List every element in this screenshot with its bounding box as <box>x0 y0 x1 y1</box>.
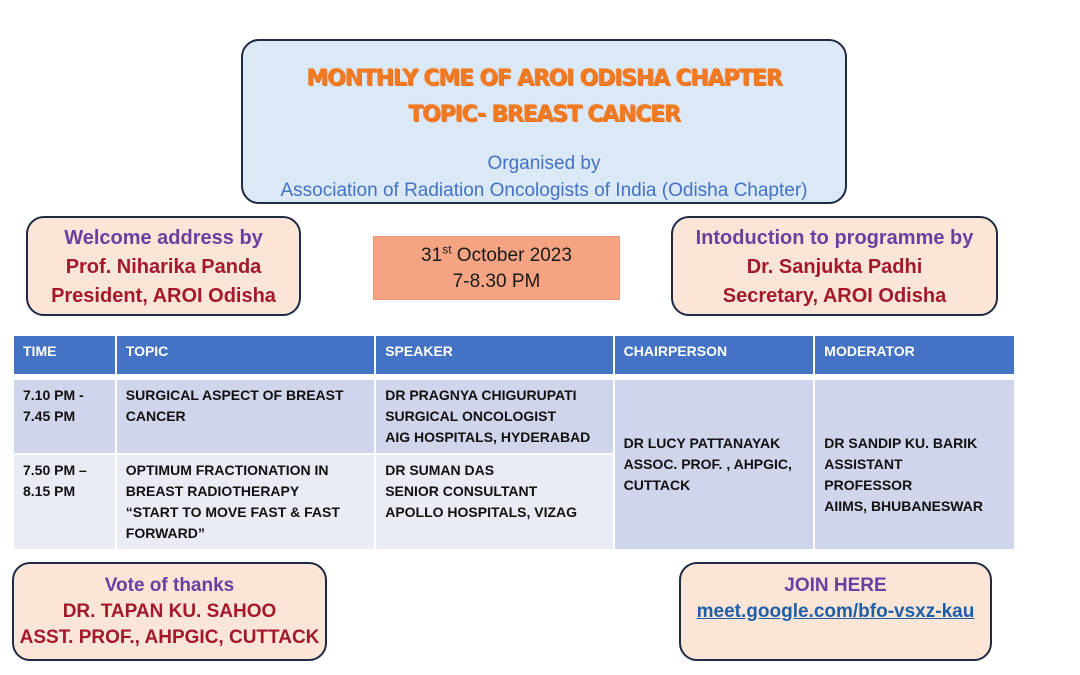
time-cell <box>14 380 115 453</box>
time-end: 7.45 PM <box>23 408 76 424</box>
topic-line: “START TO MOVE FAST & FAST <box>125 504 340 520</box>
topic-line: BREAST RADIOTHERAPY <box>125 483 300 499</box>
agenda-table <box>12 334 1016 551</box>
intro-speaker-name: Dr. Sanjukta Padhi <box>746 256 923 278</box>
moderator-designation: PROFESSOR <box>824 477 913 493</box>
time-start: 7.10 PM - <box>23 387 84 403</box>
topic-line: OPTIMUM FRACTIONATION IN <box>125 462 329 478</box>
welcome-speaker-designation: President, AROI Odisha <box>51 285 276 307</box>
intro-label: Intoduction to programme by <box>695 227 974 249</box>
event-time: 7-8.30 PM <box>452 271 541 292</box>
speaker-name: DR PRAGNYA CHIGURUPATI <box>385 387 577 403</box>
topic-line: SURGICAL ASPECT OF BREAST <box>125 387 344 403</box>
welcome-label: Welcome address by <box>64 227 263 249</box>
column-header-moderator: MODERATOR <box>815 336 1014 374</box>
organiser-name: Association of Radiation Oncologists of India (Odisha Chapter) <box>280 180 808 201</box>
column-header-topic: TOPIC <box>117 336 374 374</box>
speaker-affiliation: APOLLO HOSPITALS, VIZAG <box>385 504 578 520</box>
vote-of-thanks-box <box>12 562 327 661</box>
time-start: 7.50 PM – <box>23 462 87 478</box>
topic-cell <box>117 380 374 453</box>
topic-line: CANCER <box>125 408 186 424</box>
moderator-designation: ASSISTANT <box>824 456 903 472</box>
speaker-cell <box>376 380 612 453</box>
date-time-box <box>373 236 620 300</box>
topic-cell <box>117 455 374 549</box>
event-topic: TOPIC- BREAST CANCER <box>408 102 680 127</box>
introduction-box <box>671 216 998 316</box>
date-suffix: st <box>442 242 452 257</box>
event-date <box>374 243 619 269</box>
time-end: 8.15 PM <box>23 483 76 499</box>
title-box <box>241 39 847 204</box>
speaker-name: DR SUMAN DAS <box>385 462 495 478</box>
column-header-chairperson: CHAIRPERSON <box>615 336 814 374</box>
vote-label: Vote of thanks <box>104 575 235 596</box>
date-month-year: October 2023 <box>451 245 572 266</box>
table-row <box>14 380 1014 453</box>
vote-speaker-name: DR. TAPAN KU. SAHOO <box>62 601 277 622</box>
join-label: JOIN HERE <box>784 575 887 596</box>
meeting-link[interactable]: meet.google.com/bfo-vsxz-kau <box>696 601 975 622</box>
organised-by-label: Organised by <box>487 153 601 174</box>
vote-speaker-designation: ASST. PROF., AHPGIC, CUTTACK <box>19 627 320 648</box>
chairperson-location: CUTTACK <box>623 477 691 493</box>
chairperson-designation: ASSOC. PROF. , AHPGIC, <box>623 456 792 472</box>
chairperson-cell <box>615 380 814 549</box>
topic-line: FORWARD” <box>125 525 205 541</box>
speaker-designation: SENIOR CONSULTANT <box>385 483 538 499</box>
table-header-row <box>14 336 1014 374</box>
moderator-cell <box>815 380 1014 549</box>
speaker-affiliation: AIG HOSPITALS, HYDERABAD <box>385 429 591 445</box>
time-cell <box>14 455 115 549</box>
moderator-affiliation: AIIMS, BHUBANESWAR <box>824 498 983 514</box>
column-header-time: TIME <box>14 336 115 374</box>
intro-speaker-designation: Secretary, AROI Odisha <box>722 285 947 307</box>
speaker-designation: SURGICAL ONCOLOGIST <box>385 408 557 424</box>
join-box <box>679 562 992 661</box>
welcome-address-box <box>26 216 301 316</box>
column-header-speaker: SPEAKER <box>376 336 612 374</box>
speaker-cell <box>376 455 612 549</box>
spacer <box>14 376 1014 378</box>
event-title: MONTHLY CME OF AROI ODISHA CHAPTER <box>306 66 782 91</box>
chairperson-name: DR LUCY PATTANAYAK <box>623 435 781 451</box>
date-day: 31 <box>421 245 443 266</box>
welcome-speaker-name: Prof. Niharika Panda <box>65 256 262 278</box>
moderator-name: DR SANDIP KU. BARIK <box>824 435 978 451</box>
